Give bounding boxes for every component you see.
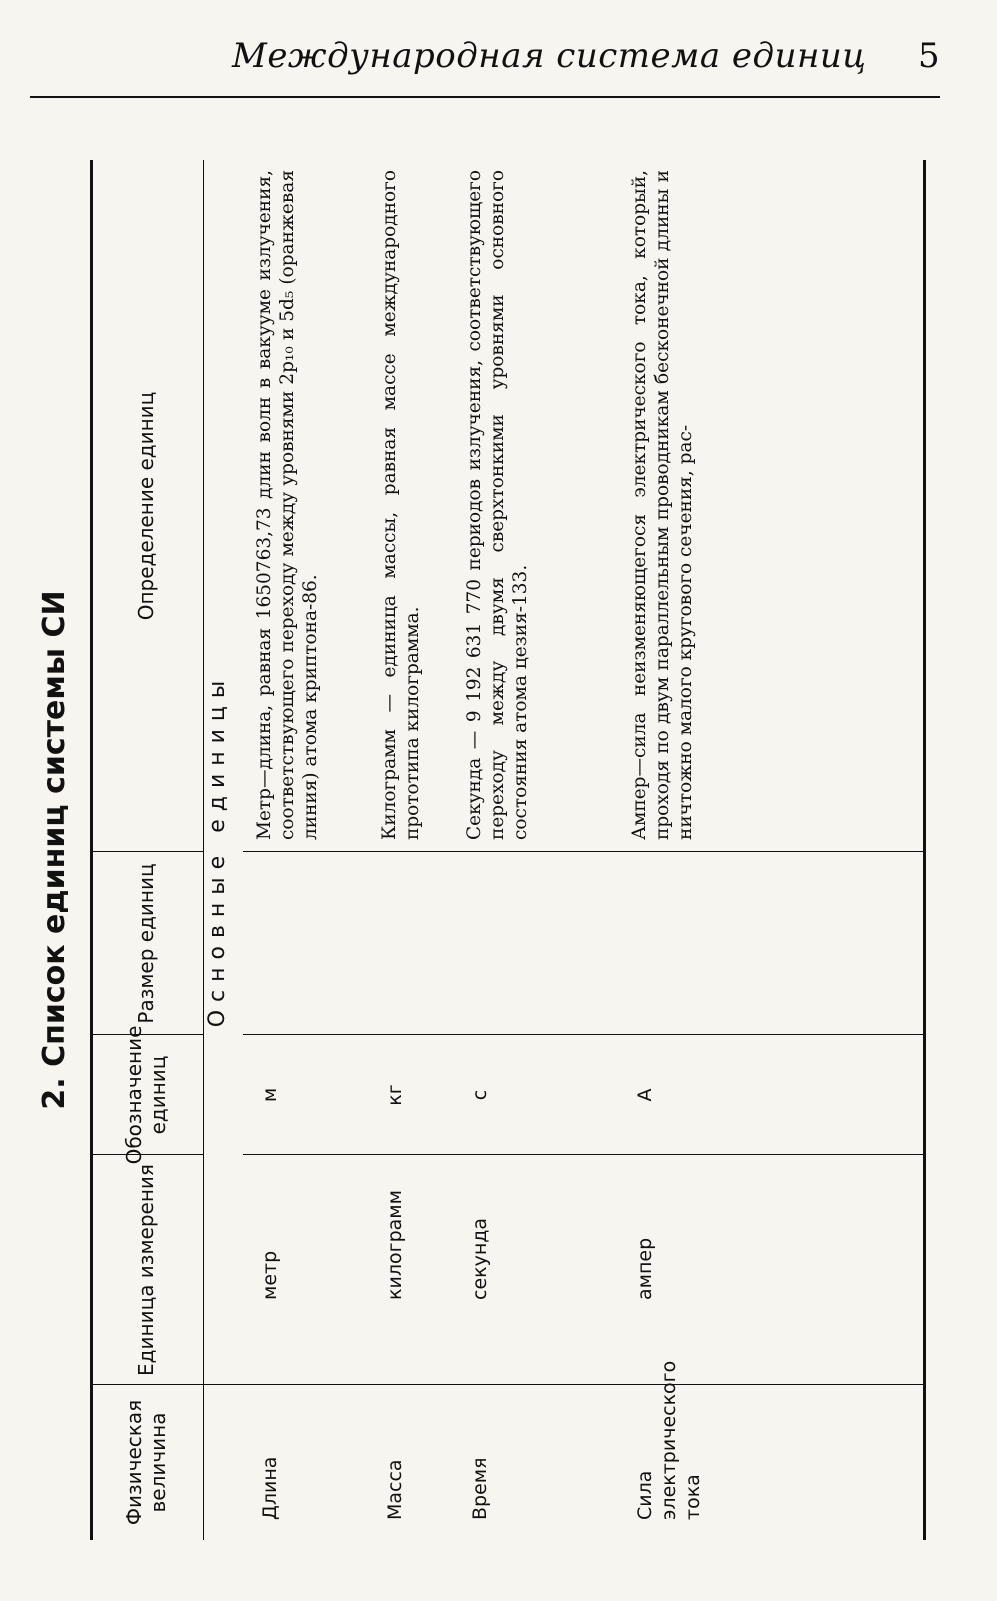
column-divider: [243, 1154, 923, 1155]
header-rule: [30, 96, 940, 98]
rotated-table-page: [20, 150, 920, 1550]
table-title: 2. Список единиц системы СИ: [37, 590, 72, 1110]
units-table: [90, 160, 926, 1540]
cell-quantity: Время: [469, 1457, 491, 1520]
cell-unit: килограмм: [384, 1190, 406, 1300]
cell-unit: секунда: [469, 1217, 491, 1300]
running-header: [0, 0, 997, 100]
cell-quantity: Масса: [384, 1459, 406, 1520]
column-header-unit: Единица измерения: [134, 1164, 158, 1376]
cell-definition: Ампер—сила неизменяющегося электрического тока, который, проходя по двум параллельным проводникам бесконечной длины и ничтожно малого кругового сечения, рас-: [629, 170, 696, 840]
cell-symbol: кг: [384, 1084, 406, 1106]
cell-symbol: м: [259, 1087, 281, 1103]
cell-quantity: Сила электрического тока: [634, 1360, 704, 1520]
column-header-quantity: Физическая величина: [122, 1399, 170, 1526]
cell-symbol: А: [634, 1088, 656, 1102]
column-divider: [243, 1034, 923, 1035]
header-rule: [203, 160, 204, 1540]
column-header-symbol: Обозначение единиц: [122, 1025, 170, 1165]
running-title: Международная система единиц: [232, 36, 867, 76]
section-label: Основные единицы: [205, 672, 230, 1028]
cell-quantity: Длина: [259, 1456, 281, 1520]
cell-definition: Секунда — 9 192 631 770 периодов излучения, соответствующего переходу между двумя сверхтонкими уровнями основного состояния атома цезия-133.: [464, 170, 531, 840]
column-divider: [243, 851, 923, 852]
column-header-definition: Определение единиц: [134, 391, 158, 621]
cell-definition: Килограмм — единица массы, равная массе международного прототипа килограмма.: [379, 170, 423, 840]
cell-unit: ампер: [634, 1237, 656, 1300]
cell-definition: Метр—длина, равная 1650763,73 длин волн в вакууме излучения, соответствующего переходу между уровнями 2p₁₀ и 5d₅ (оранжевая линия) атома криптона-86.: [254, 170, 321, 840]
page-number: 5: [918, 36, 940, 76]
cell-unit: метр: [259, 1250, 281, 1300]
cell-symbol: с: [469, 1089, 491, 1101]
column-header-size: Размер единиц: [134, 863, 158, 1024]
